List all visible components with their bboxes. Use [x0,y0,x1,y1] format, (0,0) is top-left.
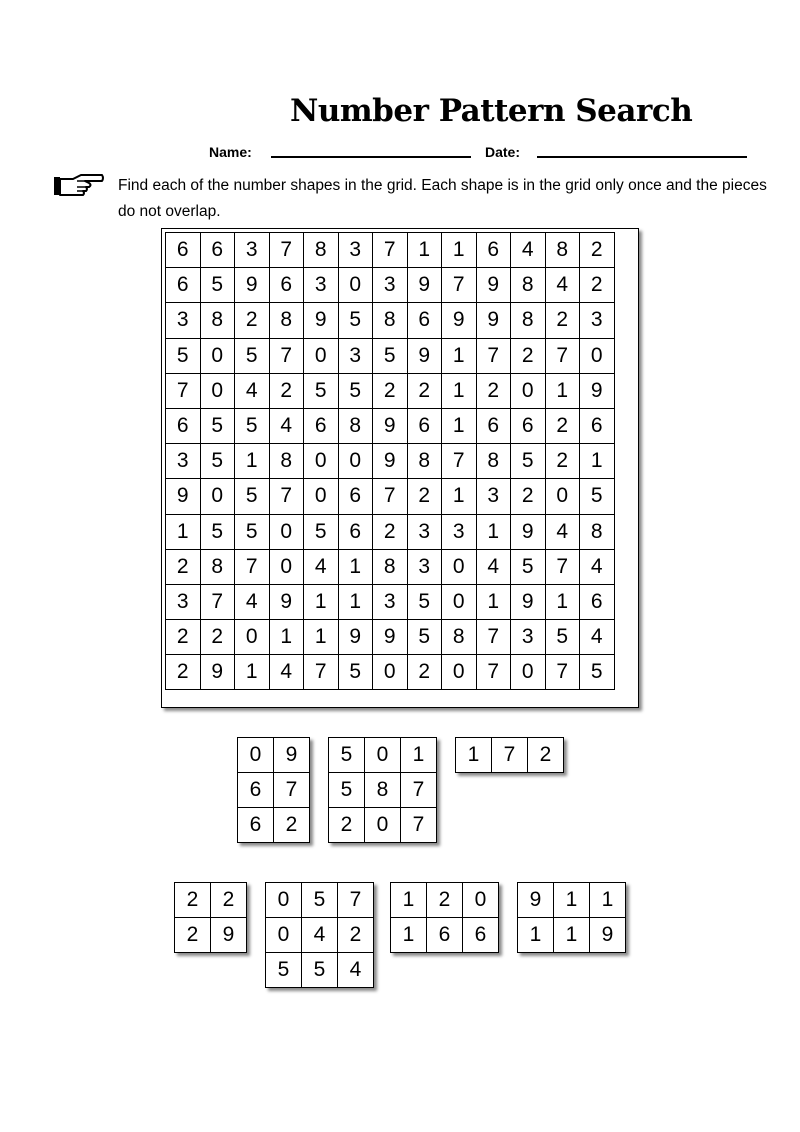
shape-piece-5 [265,882,374,988]
grid-cell[interactable]: 0 [200,479,235,514]
pointing-hand-icon [53,173,105,199]
grid-cell[interactable]: 6 [200,233,235,268]
grid-cell[interactable]: 7 [269,338,304,373]
grid-cell[interactable]: 2 [407,479,442,514]
grid-cell[interactable]: 3 [338,338,373,373]
piece-row [329,738,437,773]
piece-cell: 1 [554,918,590,953]
grid-cell[interactable]: 9 [511,514,546,549]
grid-cell[interactable]: 4 [580,620,615,655]
grid-cell[interactable]: 9 [442,303,477,338]
grid-cell[interactable]: 6 [304,408,339,443]
grid-cell[interactable]: 7 [442,268,477,303]
grid-cell[interactable]: 5 [373,338,408,373]
piece-cell: 9 [518,883,554,918]
piece-row [238,808,310,843]
piece-row [238,738,310,773]
piece-cell: 7 [401,808,437,843]
piece-row [391,918,499,953]
piece-cell: 1 [391,918,427,953]
grid-cell[interactable]: 1 [269,620,304,655]
grid-cell[interactable]: 0 [235,620,270,655]
grid-cell[interactable]: 9 [166,479,201,514]
grid-cell[interactable]: 4 [545,514,580,549]
grid-cell[interactable]: 1 [442,233,477,268]
grid-cell[interactable]: 8 [580,514,615,549]
piece-cell: 5 [266,953,302,988]
piece-row [329,808,437,843]
piece-cell: 7 [401,773,437,808]
grid-row [166,303,615,338]
piece-cell: 0 [463,883,499,918]
grid-cell[interactable]: 0 [442,584,477,619]
grid-cell[interactable]: 6 [338,479,373,514]
grid-row [166,479,615,514]
grid-cell[interactable]: 2 [580,268,615,303]
grid-cell[interactable]: 2 [580,233,615,268]
grid-cell[interactable]: 0 [200,338,235,373]
grid-cell[interactable]: 6 [580,408,615,443]
grid-cell[interactable]: 6 [511,408,546,443]
grid-cell[interactable]: 6 [476,408,511,443]
shape-piece-3 [455,737,564,773]
name-label: Name: [209,144,252,160]
piece-row [266,953,374,988]
grid-cell[interactable]: 0 [511,373,546,408]
grid-cell[interactable]: 8 [511,268,546,303]
grid-cell[interactable]: 8 [511,303,546,338]
grid-cell[interactable]: 5 [166,338,201,373]
grid-cell[interactable]: 2 [407,655,442,690]
grid-cell[interactable]: 8 [269,303,304,338]
grid-cell[interactable]: 7 [373,479,408,514]
grid-cell[interactable]: 8 [373,303,408,338]
grid-cell[interactable]: 7 [269,479,304,514]
grid-cell[interactable]: 0 [269,549,304,584]
grid-cell[interactable]: 1 [442,408,477,443]
grid-cell[interactable]: 2 [373,514,408,549]
grid-cell[interactable]: 2 [545,444,580,479]
grid-cell[interactable]: 7 [442,444,477,479]
grid-cell[interactable]: 8 [476,444,511,479]
shape-piece-6 [390,882,499,953]
piece-row [518,918,626,953]
grid-cell[interactable]: 6 [338,514,373,549]
grid-cell[interactable]: 6 [407,408,442,443]
grid-cell[interactable]: 5 [200,444,235,479]
grid-cell[interactable]: 8 [338,408,373,443]
grid-cell[interactable]: 2 [166,655,201,690]
grid-cell[interactable]: 0 [269,514,304,549]
grid-cell[interactable]: 2 [407,373,442,408]
piece-cell: 5 [329,773,365,808]
piece-cell: 2 [427,883,463,918]
grid-row [166,584,615,619]
piece-cell: 2 [175,918,211,953]
grid-cell[interactable]: 5 [200,268,235,303]
piece-cell: 1 [401,738,437,773]
grid-cell[interactable]: 2 [269,373,304,408]
grid-row [166,655,615,690]
grid-cell[interactable]: 2 [373,373,408,408]
piece-row [391,883,499,918]
grid-cell[interactable]: 5 [338,303,373,338]
grid-cell[interactable]: 6 [580,584,615,619]
grid-cell[interactable]: 1 [442,479,477,514]
piece-cell: 4 [302,918,338,953]
grid-cell[interactable]: 3 [373,584,408,619]
shape-piece-7 [517,882,626,953]
grid-cell[interactable]: 8 [269,444,304,479]
grid-cell[interactable]: 7 [166,373,201,408]
grid-cell[interactable]: 4 [580,549,615,584]
grid-cell[interactable]: 9 [338,620,373,655]
grid-cell[interactable]: 7 [545,655,580,690]
piece-cell: 5 [302,953,338,988]
grid-cell[interactable]: 3 [476,479,511,514]
grid-cell[interactable]: 4 [476,549,511,584]
grid-cell[interactable]: 5 [200,408,235,443]
grid-cell[interactable]: 3 [166,584,201,619]
name-line[interactable] [271,156,471,158]
grid-cell[interactable]: 1 [580,444,615,479]
grid-cell[interactable]: 7 [235,549,270,584]
piece-cell: 9 [590,918,626,953]
piece-cell: 5 [302,883,338,918]
grid-cell[interactable]: 1 [407,233,442,268]
grid-cell[interactable]: 5 [235,514,270,549]
grid-cell[interactable]: 8 [200,549,235,584]
grid-row [166,408,615,443]
grid-cell[interactable]: 9 [476,268,511,303]
grid-cell[interactable]: 1 [304,584,339,619]
grid-cell[interactable]: 4 [269,408,304,443]
grid-cell[interactable]: 7 [373,233,408,268]
grid-cell[interactable]: 7 [476,338,511,373]
grid-cell[interactable]: 4 [545,268,580,303]
grid-cell[interactable]: 7 [269,233,304,268]
grid-cell[interactable]: 9 [373,620,408,655]
grid-cell[interactable]: 0 [545,479,580,514]
shape-piece-2 [328,737,437,843]
grid-cell[interactable]: 6 [476,233,511,268]
piece-cell: 1 [554,883,590,918]
number-grid [161,228,639,708]
grid-cell[interactable]: 3 [166,444,201,479]
piece-row [456,738,564,773]
grid-cell[interactable]: 7 [545,549,580,584]
grid-cell[interactable]: 9 [304,303,339,338]
grid-cell[interactable]: 3 [373,268,408,303]
piece-cell: 2 [274,808,310,843]
grid-cell[interactable]: 2 [166,549,201,584]
grid-cell[interactable]: 8 [304,233,339,268]
grid-cell[interactable]: 1 [166,514,201,549]
piece-cell: 7 [492,738,528,773]
date-label: Date: [485,144,521,160]
grid-cell[interactable]: 5 [407,620,442,655]
grid-cell[interactable]: 0 [338,268,373,303]
grid-row [166,233,615,268]
grid-cell[interactable]: 5 [511,444,546,479]
piece-cell: 6 [238,773,274,808]
grid-row [166,373,615,408]
piece-cell: 1 [391,883,427,918]
grid-row [166,549,615,584]
grid-cell[interactable]: 9 [407,338,442,373]
grid-cell[interactable]: 9 [407,268,442,303]
piece-cell: 4 [338,953,374,988]
grid-cell[interactable]: 8 [545,233,580,268]
piece-cell: 0 [266,918,302,953]
grid-row [166,338,615,373]
date-line[interactable] [537,156,747,158]
grid-cell[interactable]: 2 [511,479,546,514]
grid-cell[interactable]: 8 [373,549,408,584]
grid-cell[interactable]: 5 [235,479,270,514]
piece-cell: 2 [175,883,211,918]
grid-cell[interactable]: 5 [580,479,615,514]
piece-row [329,773,437,808]
grid-cell[interactable]: 5 [407,584,442,619]
grid-cell[interactable]: 1 [545,373,580,408]
grid-cell[interactable]: 9 [580,373,615,408]
grid-cell[interactable]: 5 [304,514,339,549]
grid-cell[interactable]: 5 [304,373,339,408]
grid-cell[interactable]: 4 [269,655,304,690]
grid-cell[interactable]: 5 [200,514,235,549]
grid-cell[interactable]: 5 [511,549,546,584]
piece-cell: 8 [365,773,401,808]
piece-row [175,918,247,953]
grid-cell[interactable]: 0 [338,444,373,479]
piece-cell: 9 [211,918,247,953]
grid-cell[interactable]: 2 [200,620,235,655]
grid-cell[interactable]: 9 [373,408,408,443]
grid-cell[interactable]: 3 [235,233,270,268]
grid-cell[interactable]: 7 [545,338,580,373]
piece-cell: 1 [456,738,492,773]
piece-row [518,883,626,918]
piece-cell: 6 [238,808,274,843]
grid-cell[interactable]: 8 [442,620,477,655]
grid-cell[interactable]: 0 [442,655,477,690]
piece-cell: 6 [463,918,499,953]
grid-cell[interactable]: 5 [580,655,615,690]
grid-cell[interactable]: 2 [235,303,270,338]
grid-cell[interactable]: 1 [442,338,477,373]
piece-cell: 0 [266,883,302,918]
piece-cell: 0 [365,738,401,773]
grid-cell[interactable]: 3 [304,268,339,303]
grid-cell[interactable]: 2 [545,303,580,338]
grid-cell[interactable]: 3 [338,233,373,268]
grid-row [166,620,615,655]
grid-cell[interactable]: 5 [235,338,270,373]
grid-cell[interactable]: 1 [545,584,580,619]
page-title: Number Pattern Search [290,93,693,129]
grid-row [166,444,615,479]
grid-cell[interactable]: 0 [304,338,339,373]
grid-cell[interactable]: 7 [304,655,339,690]
grid-cell[interactable]: 3 [442,514,477,549]
grid-cell[interactable]: 1 [235,444,270,479]
grid-cell[interactable]: 6 [166,233,201,268]
grid-cell[interactable]: 9 [476,303,511,338]
grid-cell[interactable]: 5 [235,408,270,443]
piece-cell: 2 [528,738,564,773]
grid-cell[interactable]: 0 [580,338,615,373]
shape-piece-4 [174,882,247,953]
piece-cell: 7 [274,773,310,808]
piece-cell: 2 [211,883,247,918]
piece-cell: 2 [338,918,374,953]
grid-cell[interactable]: 3 [580,303,615,338]
grid-cell[interactable]: 2 [511,338,546,373]
grid-cell[interactable]: 8 [200,303,235,338]
grid-cell[interactable]: 0 [304,479,339,514]
grid-cell[interactable]: 5 [338,655,373,690]
grid-cell[interactable]: 1 [338,549,373,584]
piece-cell: 9 [274,738,310,773]
grid-cell[interactable]: 9 [373,444,408,479]
piece-row [266,883,374,918]
grid-cell[interactable]: 3 [166,303,201,338]
piece-cell: 7 [338,883,374,918]
grid-cell[interactable]: 6 [269,268,304,303]
grid-cell[interactable]: 7 [476,620,511,655]
grid-cell[interactable]: 0 [200,373,235,408]
grid-cell[interactable]: 7 [476,655,511,690]
piece-cell: 0 [365,808,401,843]
grid-cell[interactable]: 4 [235,584,270,619]
grid-cell[interactable]: 6 [407,303,442,338]
shape-piece-1 [237,737,310,843]
grid-cell[interactable]: 4 [304,549,339,584]
grid-cell[interactable]: 1 [338,584,373,619]
piece-cell: 6 [427,918,463,953]
piece-row [238,773,310,808]
grid-cell[interactable]: 0 [373,655,408,690]
grid-cell[interactable]: 5 [545,620,580,655]
piece-cell: 0 [238,738,274,773]
grid-cell[interactable]: 8 [407,444,442,479]
grid-cell[interactable]: 1 [476,584,511,619]
grid-cell[interactable]: 3 [407,549,442,584]
grid-cell[interactable]: 3 [511,620,546,655]
grid-row [166,268,615,303]
piece-cell: 2 [329,808,365,843]
piece-row [266,918,374,953]
grid-cell[interactable]: 2 [166,620,201,655]
grid-cell[interactable]: 9 [511,584,546,619]
grid-cell[interactable]: 9 [200,655,235,690]
grid-cell[interactable]: 0 [511,655,546,690]
grid-cell[interactable]: 6 [166,408,201,443]
grid-cell[interactable]: 6 [166,268,201,303]
grid-cell[interactable]: 7 [200,584,235,619]
grid-cell[interactable]: 9 [235,268,270,303]
piece-cell: 5 [329,738,365,773]
grid-cell[interactable]: 1 [476,514,511,549]
grid-cell[interactable]: 0 [304,444,339,479]
instructions: Find each of the number shapes in the grid. Each shape is in the grid only once and the pieces do not overlap. [118,177,767,220]
piece-cell: 1 [518,918,554,953]
grid-cell[interactable]: 0 [442,549,477,584]
grid-row [166,514,615,549]
grid-cell[interactable]: 2 [545,408,580,443]
grid-cell[interactable]: 5 [338,373,373,408]
grid-cell[interactable]: 1 [442,373,477,408]
grid-cell[interactable]: 9 [269,584,304,619]
piece-cell: 1 [590,883,626,918]
grid-cell[interactable]: 2 [476,373,511,408]
grid-cell[interactable]: 4 [511,233,546,268]
grid-cell[interactable]: 4 [235,373,270,408]
grid-cell[interactable]: 1 [304,620,339,655]
grid-cell[interactable]: 3 [407,514,442,549]
grid-cell[interactable]: 1 [235,655,270,690]
piece-row [175,883,247,918]
